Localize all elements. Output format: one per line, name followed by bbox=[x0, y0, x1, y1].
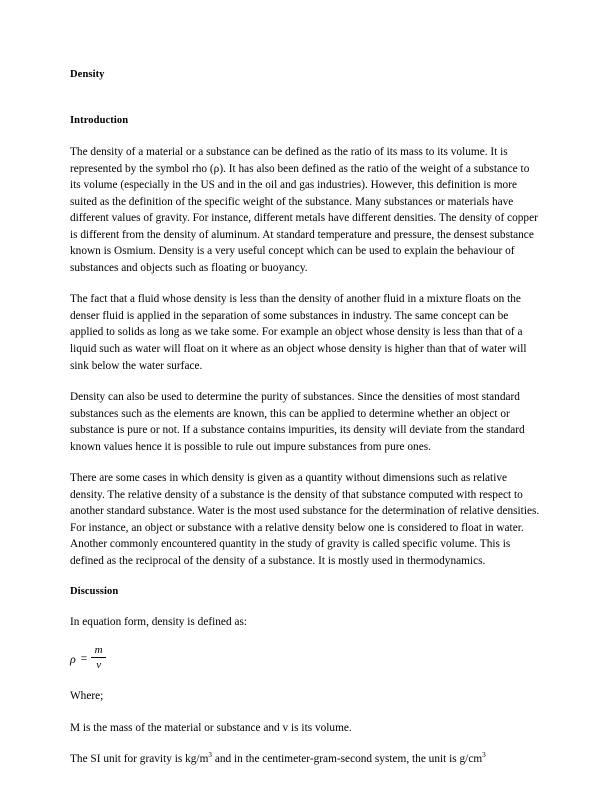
paragraph: Density can also be used to determine the purity of substances. Since the densities of most standard substances such as the elements are known, this can be applied to determine whether an object or substance is pure or not. If a substance contains impurities, its density will deviate from the standard known values hence it is possible to rule out impure substances from pure ones. bbox=[70, 391, 525, 453]
equation-numerator: m bbox=[94, 644, 103, 657]
variable-definition-line: M is the mass of the material or substance and v is its volume. bbox=[70, 721, 352, 734]
page-title: Density bbox=[70, 69, 105, 80]
density-equation bbox=[70, 645, 540, 673]
section-heading-introduction: Introduction bbox=[70, 115, 129, 126]
equation-rho-symbol: ρ bbox=[70, 651, 76, 666]
equation-fraction bbox=[91, 645, 106, 671]
units-middle-text: and in the centimeter-gram-second system, the unit is g/cm bbox=[211, 753, 483, 766]
units-line bbox=[70, 751, 540, 768]
units-si-text: The SI unit for gravity is kg/m bbox=[70, 753, 209, 766]
paragraph: The fact that a fluid whose density is less than the density of another fluid in a mixture floats on the denser fluid is applied in the separation of some substances in industry. The same concept can be applied to solids as long as we take some. For example an object whose density is less than that of a liquid such as water will float on it where as an object whose density is higher than that of water will sink below the water surface. bbox=[70, 293, 527, 372]
paragraph: There are some cases in which density is given as a quantity without dimensions such as relative density. The relative density of a substance is the density of that substance computed with respect to another standard substance. Water is the most used substance for the determination of relative densities. For instance, an object or substance with a relative density below one is considered to float in water. Another commonly encountered quantity in the study of gravity is called specific volume. This is defined as the reciprocal of the density of a substance. It is mostly used in thermodynamics. bbox=[70, 472, 540, 568]
units-si-exponent: 3 bbox=[208, 751, 212, 760]
where-label: Where; bbox=[70, 690, 104, 703]
paragraph: The density of a material or a substance can be defined as the ratio of its mass to its volume. It is represented by the symbol rho (ρ). It has also been defined as the ratio of the weight of a substance to its volume (especially in the US and in the oil and gas industries). However, this definition is more suited as the definition of the specific weight of the substance. Many substances or materials have different values of gravity. For instance, different metals have different densities. The density of copper is different from the density of aluminum. At standard temperature and pressure, the densest substance known is Osmium. Density is a very useful concept which can be used to explain the behaviour of substances and objects such as floating or buoyancy. bbox=[70, 146, 538, 274]
heading-spacer bbox=[70, 128, 540, 144]
equation-denominator: v bbox=[96, 659, 102, 672]
equation-intro-text: In equation form, density is defined as: bbox=[70, 615, 248, 628]
discussion-section bbox=[70, 585, 540, 768]
units-cgs-exponent: 3 bbox=[482, 751, 486, 760]
title-spacer bbox=[70, 82, 540, 114]
equation-operator: = bbox=[80, 653, 88, 666]
section-heading-discussion: Discussion bbox=[70, 585, 119, 597]
